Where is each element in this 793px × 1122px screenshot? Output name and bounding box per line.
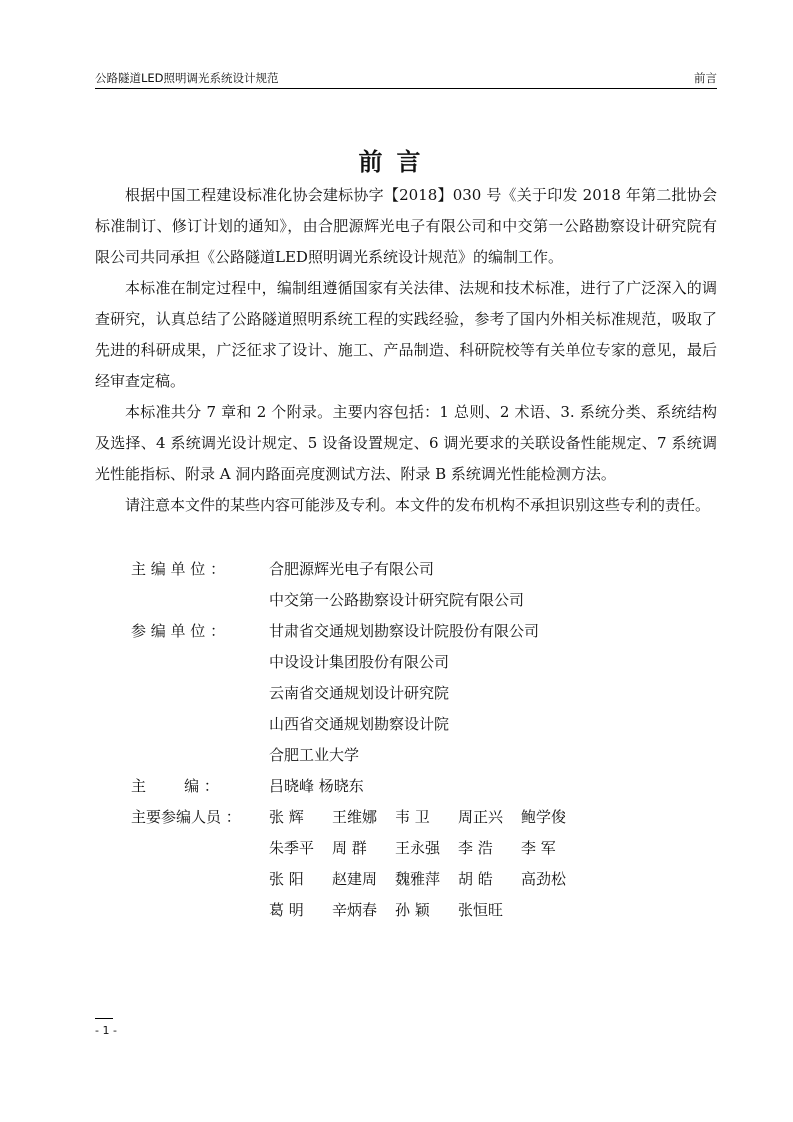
header-section: 前言 xyxy=(694,71,717,85)
participant-name: 周正兴 xyxy=(458,808,504,826)
participating-unit: 云南省交通规划设计研究院 xyxy=(269,684,450,702)
participating-units-label: 参 编 单 位 ： xyxy=(131,622,226,640)
participant-name: 韦 卫 xyxy=(395,808,430,826)
chief-editors-label: 主 编 ： xyxy=(131,777,219,795)
page-number: - 1 - xyxy=(95,1024,117,1037)
participant-name: 葛 明 xyxy=(269,901,304,919)
participating-unit: 甘肃省交通规划勘察设计院股份有限公司 xyxy=(269,622,540,640)
preface-body xyxy=(95,180,717,521)
running-header xyxy=(95,70,717,88)
participating-unit: 中设设计集团股份有限公司 xyxy=(269,653,450,671)
paragraph: 本标准在制定过程中，编制组遵循国家有关法律、法规和技术标准，进行了广泛深入的调查研究，认真总结了公路隧道照明系统工程的实践经验，参考了国内外相关标准规范，吸取了先进的科研成果，广泛征求了设计、施工、产品制造、科研院校等有关单位专家的意见，最后经审查定稿。 xyxy=(95,279,717,390)
participating-unit: 山西省交通规划勘察设计院 xyxy=(269,715,450,733)
participant-name: 李 军 xyxy=(521,839,556,857)
participant-name: 赵建周 xyxy=(332,870,378,888)
participant-name: 胡 皓 xyxy=(458,870,493,888)
participant-name: 张 辉 xyxy=(269,808,304,826)
chief-unit: 中交第一公路勘察设计研究院有限公司 xyxy=(269,591,525,609)
participant-name: 朱季平 xyxy=(269,839,315,857)
participant-name: 孙 颖 xyxy=(395,901,430,919)
paragraph: 本标准共分 7 章和 2 个附录。主要内容包括：1 总则、2 术语、3. 系统分类、系统结构及选择、4 系统调光设计规定、5 设备设置规定、6 调光要求的关联设备性能规定、7 系统调光性能指标、附录 A 洞内路面亮度测试方法、附录 B 系统调光性能检测方法。 xyxy=(95,403,717,483)
participant-name: 魏雅萍 xyxy=(395,870,441,888)
header-doc-title: 公路隧道LED照明调光系统设计规范 xyxy=(95,71,279,85)
participant-name: 张 阳 xyxy=(269,870,304,888)
page-title: 前言 xyxy=(358,148,435,176)
chief-units-label: 主 编 单 位 ： xyxy=(131,560,226,578)
paragraph: 请注意本文件的某些内容可能涉及专利。本文件的发布机构不承担识别这些专利的责任。 xyxy=(125,496,711,514)
participant-name: 张恒旺 xyxy=(458,901,504,919)
participant-name: 王维娜 xyxy=(332,808,378,826)
chief-unit: 合肥源辉光电子有限公司 xyxy=(269,560,435,578)
participant-name: 王永强 xyxy=(395,839,441,857)
participant-name: 周 群 xyxy=(332,839,367,857)
participant-name: 鲍学俊 xyxy=(521,808,567,826)
participating-unit: 合肥工业大学 xyxy=(269,746,360,764)
participant-name: 李 浩 xyxy=(458,839,493,857)
participant-name: 辛炳春 xyxy=(332,901,378,919)
chief-editors: 吕晓峰 杨晓东 xyxy=(269,777,364,795)
footer-rule xyxy=(95,1018,113,1019)
main-participants-label: 主要参编人员 ： xyxy=(131,808,241,826)
paragraph: 根据中国工程建设标准化协会建标协字【2018】030 号《关于印发 2018 年第二批协会标准制订、修订计划的通知》，由合肥源辉光电子有限公司和中交第一公路勘察设计研究院有限公司共同承担《公路隧道LED照明调光系统设计规范》的编制工作。 xyxy=(95,186,717,266)
participant-name: 高劲松 xyxy=(521,870,567,888)
header-rule xyxy=(95,88,717,89)
